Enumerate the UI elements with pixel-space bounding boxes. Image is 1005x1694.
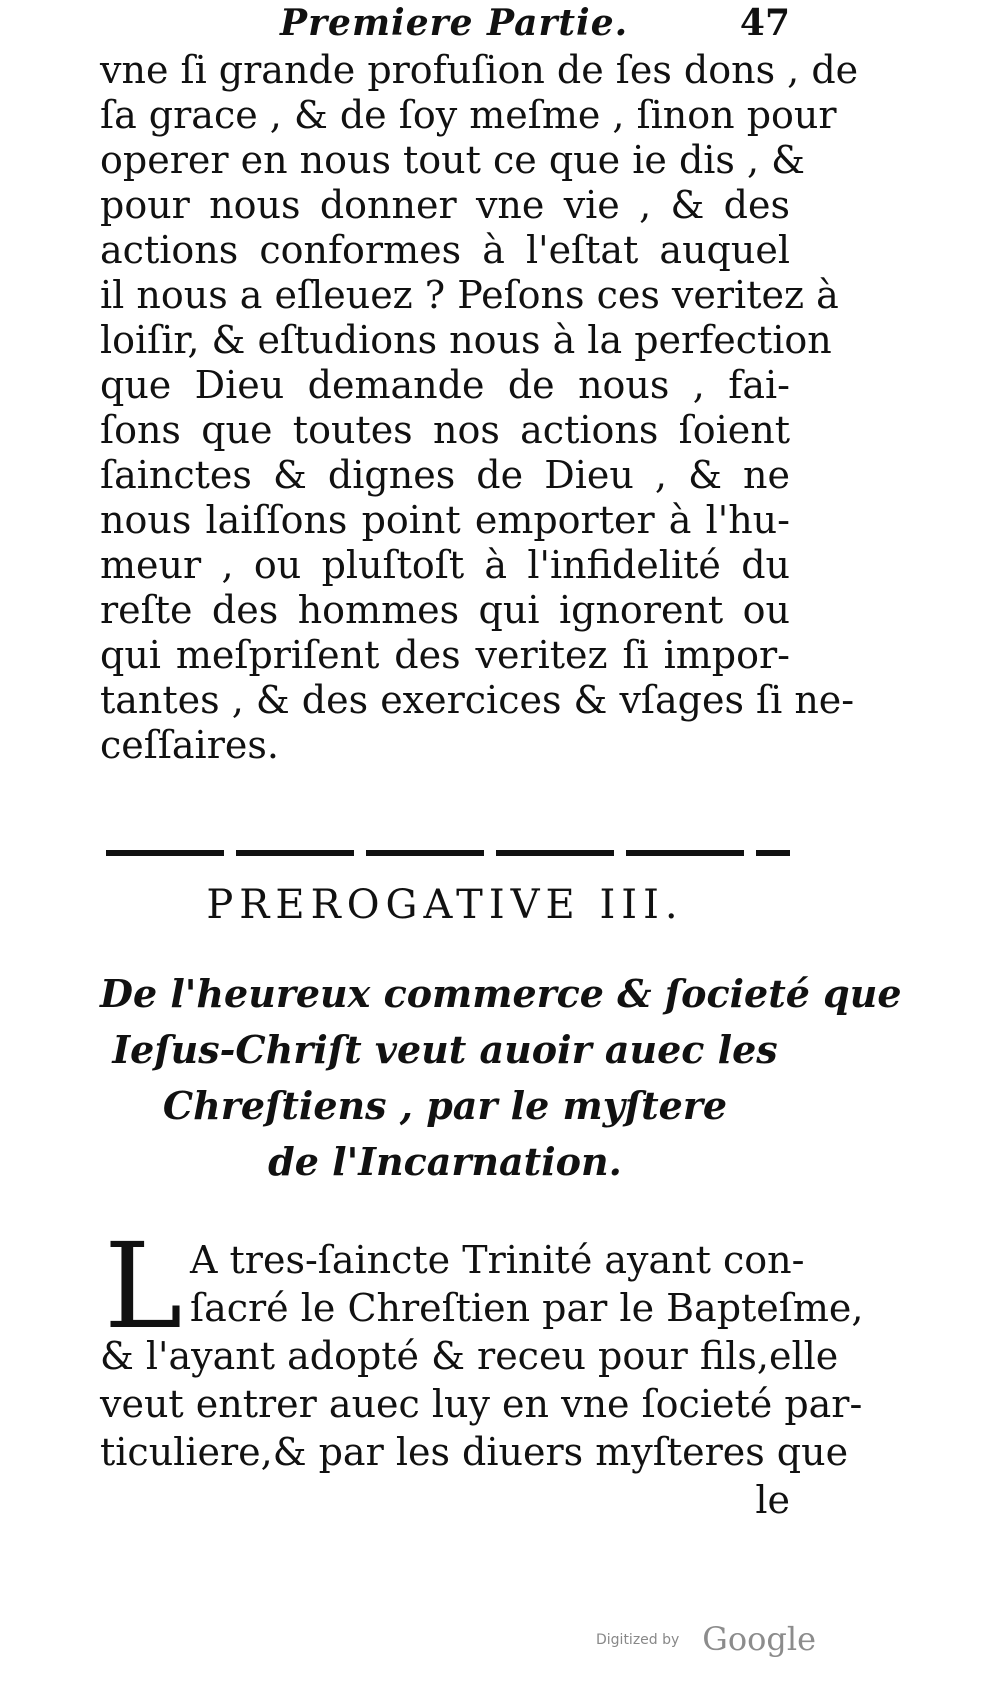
page-number: 47 [739,2,790,44]
page-header [280,2,790,50]
digitized-label: Digitized by [596,1632,680,1648]
text-line: ſainctes & dignes de Dieu , & ne [100,453,790,497]
google-logo: Google [702,1620,816,1658]
text-line: tantes , & des exercices & vſages ſi ne- [100,678,855,722]
text-line: ſons que toutes nos actions ſoient [100,408,790,452]
text-line: A tres-ſaincte Trinité ayant con- [190,1238,805,1282]
digitized-by-google-watermark [596,1608,816,1658]
text-line: ſacré le Chreſtien par le Bapteſme, [190,1286,864,1330]
text-line: nous laiſſons point emporter à l'hu- [100,498,790,542]
text-line: meur , ou pluſtoſt à l'infidelité du [100,543,790,587]
text-line: vne ſi grande profuſion de ſes dons , de [100,48,859,92]
text-line: qui meſpriſent des veritez ſi impor- [100,633,790,677]
text-line: que Dieu demande de nous , fai- [100,363,790,407]
text-line: pour nous donner vne vie , & des [100,183,790,227]
text-line: ceſſaires. [100,723,279,767]
subtitle-line: De l'heureux commerce & ſocieté que [100,971,902,1016]
text-line: & l'ayant adopté & receu pour fils,elle [100,1334,839,1378]
text-line: reſte des hommes qui ignorent ou [100,588,790,632]
text-line: actions conformes à l'eſtat auquel [100,228,790,272]
running-title: Premiere Partie. [280,2,629,44]
text-line: veut entrer auec luy en vne ſocieté par- [100,1382,863,1426]
text-line: il nous a eſleuez ? Peſons ces veritez à [100,273,839,317]
catchword: le [755,1478,790,1522]
subtitle-line: de l'Incarnation. [268,1139,622,1184]
text-line: operer en nous tout ce que ie dis , & [100,138,805,182]
text-line: ſa grace , & de ſoy meſme , ſinon pour [100,93,837,137]
subtitle-line: Chreſtiens , par le myſtere [162,1083,728,1128]
text-line: loiſir, & eſtudions nous à la perfection [100,318,832,362]
drop-cap: L [104,1217,183,1355]
subtitle-line: Ieſus-Chriſt veut auoir auec les [112,1027,778,1072]
ornamental-rule [106,850,790,856]
text-line: ticuliere,& par les diuers myſteres que [100,1430,849,1474]
section-heading: PREROGATIVE III. [206,882,684,928]
